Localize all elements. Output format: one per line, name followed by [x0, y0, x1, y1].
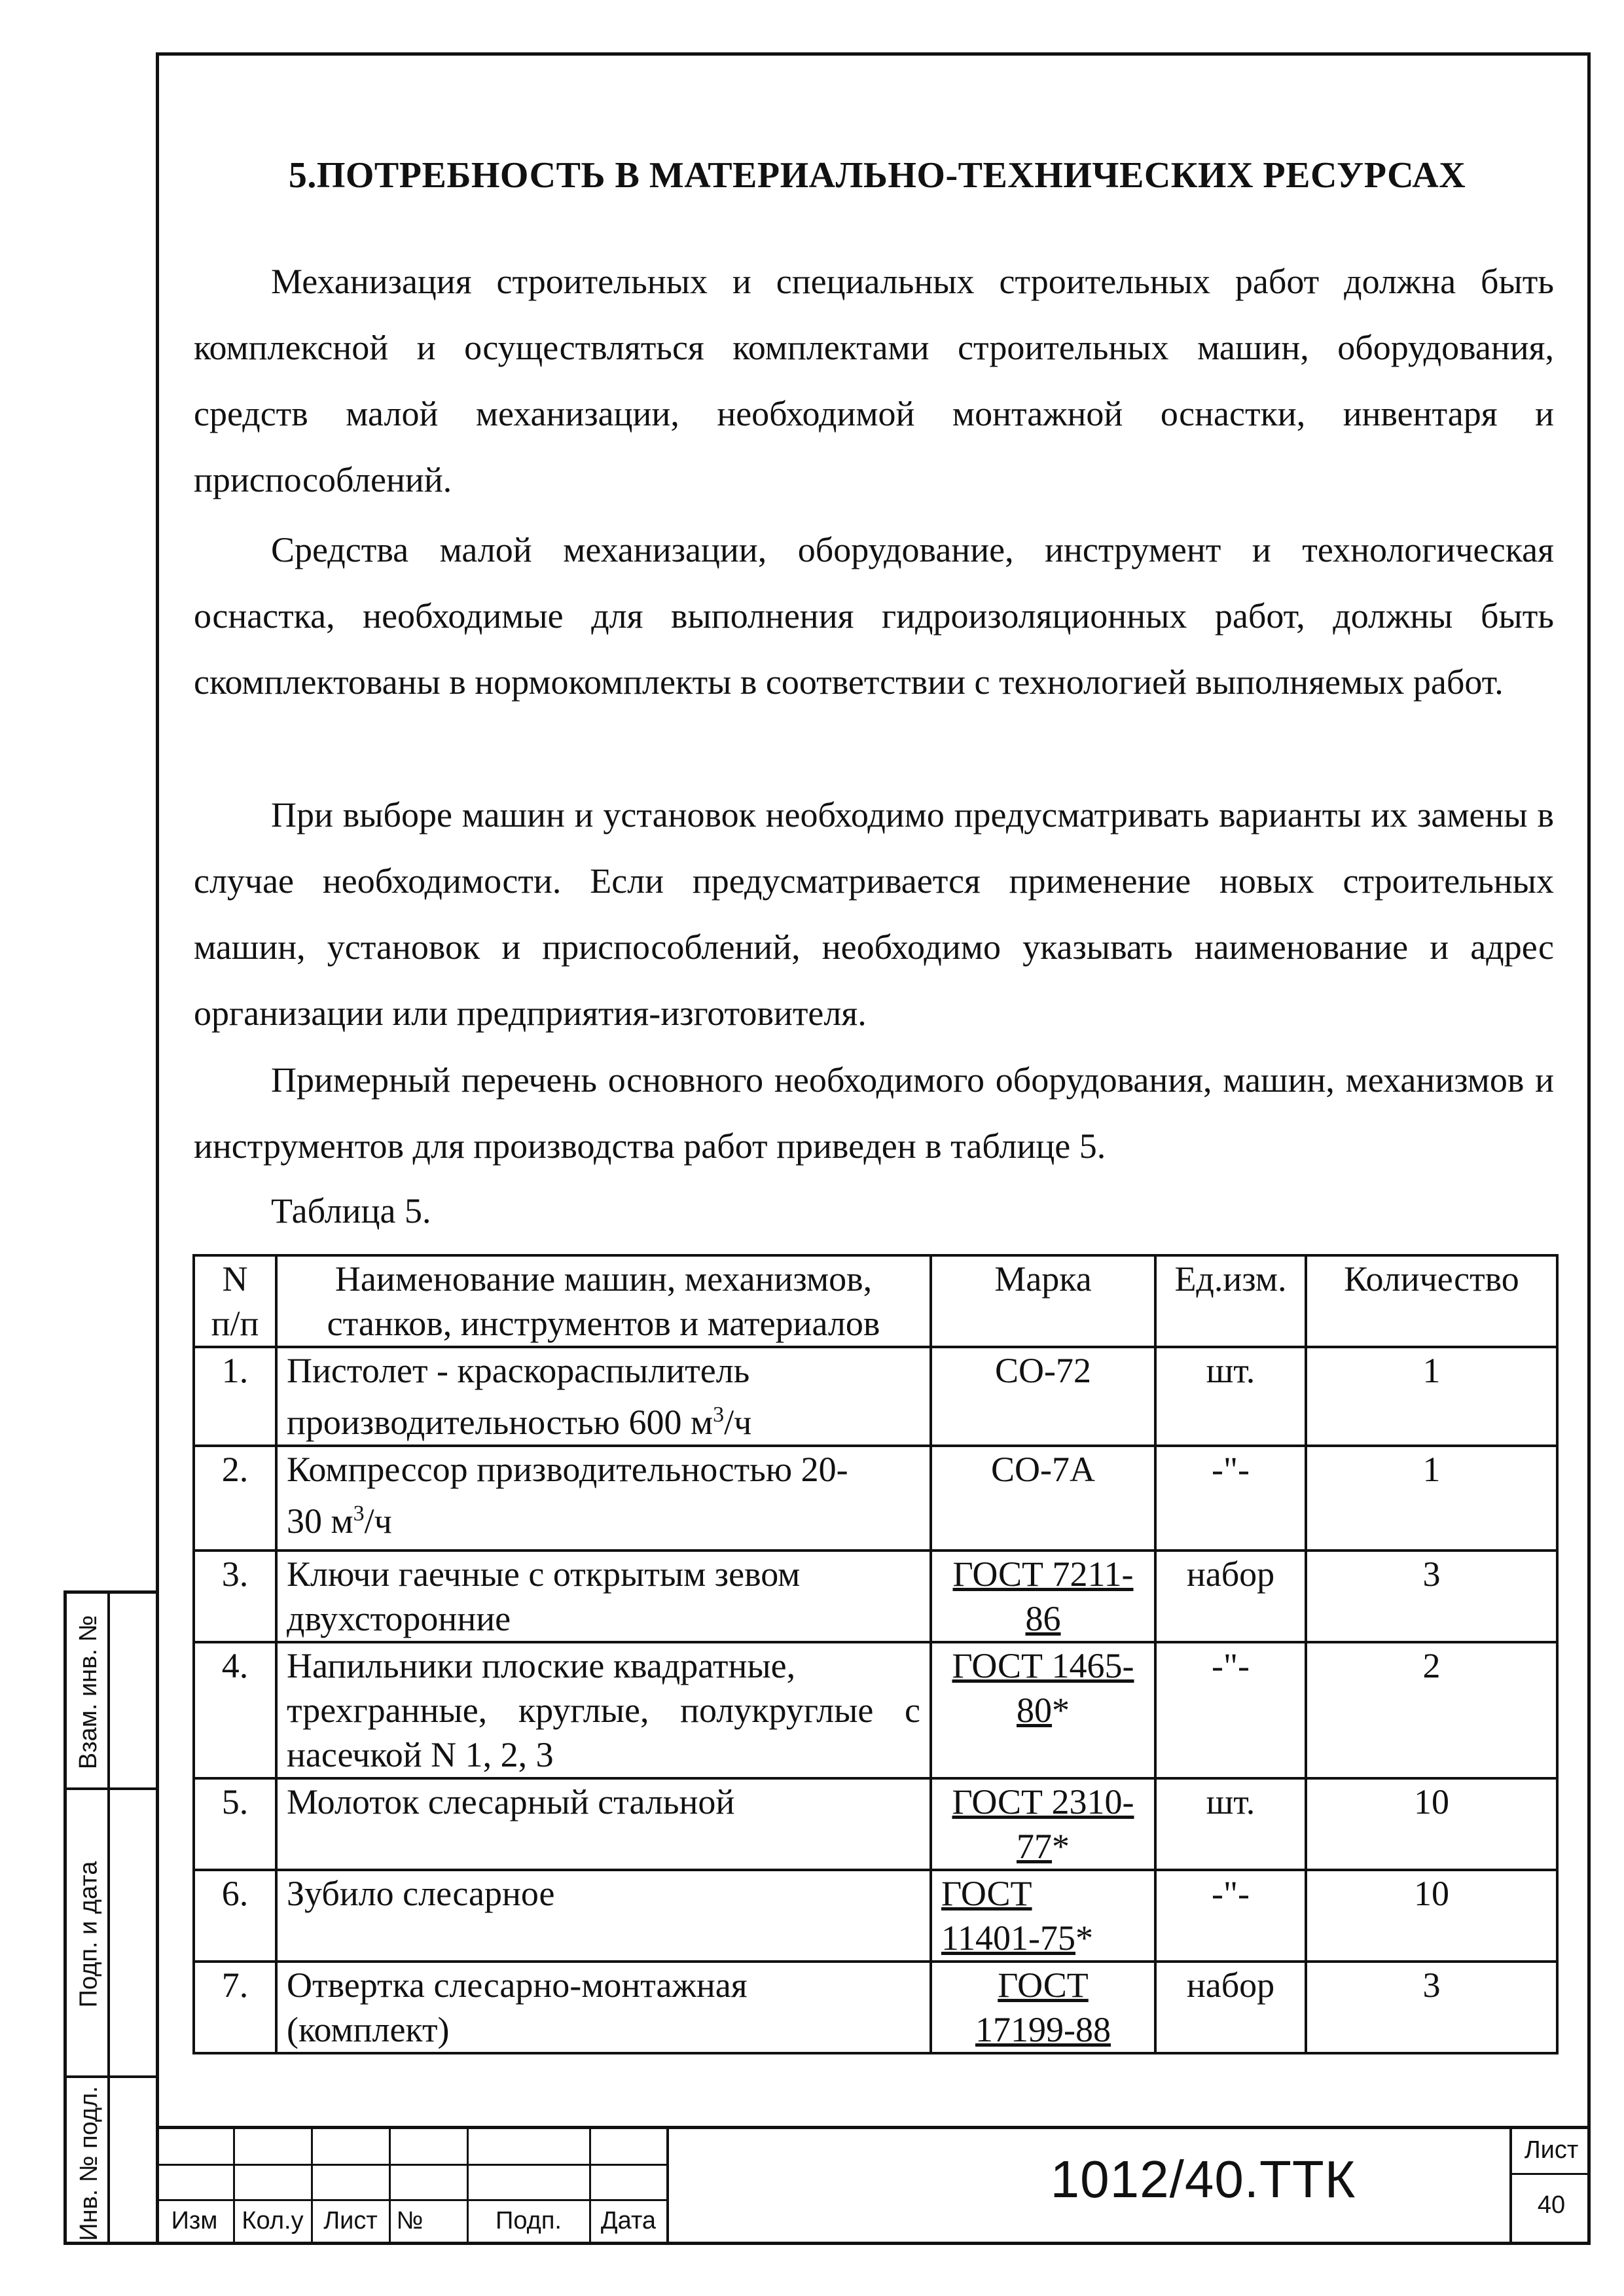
row-mark-link[interactable]: ГОСТ 17199-88	[931, 1962, 1155, 2053]
paragraph-4: Примерный перечень основного необходимого оборудования, машин, механизмов и инструментов для производства работ приведен в таблице 5.	[194, 1060, 1554, 1166]
row-unit: -"-	[1155, 1446, 1306, 1551]
tb-col-kolu: Кол.у	[242, 2207, 304, 2234]
row-mark-link[interactable]: ГОСТ 2310- 77*	[931, 1778, 1155, 1870]
row-mark: СО-72	[931, 1347, 1155, 1446]
row-qty: 1	[1306, 1347, 1557, 1446]
header-name: Наименование машин, механизмов, станков, инструментов и материалов	[276, 1255, 931, 1347]
row-mark-link[interactable]: ГОСТ 7211- 86	[931, 1551, 1155, 1642]
table-row	[194, 1347, 1557, 1446]
row-qty: 2	[1306, 1642, 1557, 1778]
tb-col-data: Дата	[600, 2207, 657, 2234]
tb-col-no: №	[396, 2207, 424, 2234]
tb-col-izm: Изм	[171, 2207, 218, 2234]
row-qty: 3	[1306, 1962, 1557, 2053]
row-mark-link[interactable]: ГОСТ 1465- 80*	[931, 1642, 1155, 1778]
row-unit: шт.	[1155, 1347, 1306, 1446]
header-num: N п/п	[194, 1255, 276, 1347]
row-unit: шт.	[1155, 1778, 1306, 1870]
row-num: 4.	[194, 1642, 276, 1778]
paragraph-2: Средства малой механизации, оборудование, инструмент и технологическая оснастка, необходимые для выполнения гидроизоляционных работ, должны быть скомплектованы в нормокомплекты в соответствии с технологией выполняемых работ.	[194, 530, 1554, 702]
row-num: 2.	[194, 1446, 276, 1551]
row-name: Ключи гаечные с открытым зевом двухсторонние	[276, 1551, 931, 1642]
side-label-orig-inv: Инв. № подл.	[75, 2085, 103, 2241]
row-name: Отвертка слесарно-монтажная (комплект)	[276, 1962, 931, 2053]
row-name: Зубило слесарное	[276, 1870, 931, 1962]
row-num: 7.	[194, 1962, 276, 2053]
table-row	[194, 1778, 1557, 1870]
row-qty: 3	[1306, 1551, 1557, 1642]
paragraph-1: Механизация строительных и специальных строительных работ должна быть комплексной и осуществляться комплектами строительных машин, оборудования, средств малой механизации, необходимой монтажной оснастки, инвентаря и приспособлений.	[194, 262, 1554, 499]
table-row	[194, 1962, 1557, 2053]
resources-table	[192, 1254, 1559, 2054]
side-label-sign-date: Подп. и дата	[75, 1861, 103, 2007]
row-unit: -"-	[1155, 1642, 1306, 1778]
paragraph-3: При выборе машин и установок необходимо предусматривать варианты их замены в случае необходимости. Если предусматривается применение новых строительных машин, установок и приспособлений, необходимо указывать наименование и адрес организации или предприятия-изготовителя.	[194, 795, 1554, 1033]
row-unit: набор	[1155, 1551, 1306, 1642]
row-mark-link[interactable]: ГОСТ 11401-75*	[931, 1870, 1155, 1962]
side-stamp	[63, 1590, 156, 2245]
row-name: Молоток слесарный стальной	[276, 1778, 931, 1870]
row-num: 1.	[194, 1347, 276, 1446]
tb-sheet-label: Лист	[1524, 2136, 1579, 2164]
row-qty: 10	[1306, 1778, 1557, 1870]
row-name: Компрессор призводительностью 20- 30 $м^3/ч$	[276, 1446, 931, 1551]
row-unit: -"-	[1155, 1870, 1306, 1962]
table-row	[194, 1870, 1557, 1962]
tb-sheet-number: 40	[1537, 2191, 1566, 2219]
row-name: Пистолет - краскораспылитель производительностью 600 $м^3/ч$	[276, 1347, 931, 1446]
tb-col-list: Лист	[323, 2207, 378, 2234]
row-num: 3.	[194, 1551, 276, 1642]
tb-col-podp: Подп.	[496, 2207, 562, 2234]
side-label-replace-inv: Взам. инв. №	[75, 1615, 103, 1769]
row-unit: набор	[1155, 1962, 1306, 2053]
title-block	[156, 2126, 1591, 2245]
table-row	[194, 1446, 1557, 1551]
row-qty: 10	[1306, 1870, 1557, 1962]
document-code: 1012/40.ТТК	[1050, 2150, 1356, 2208]
row-name: Напильники плоские квадратные, трехгранные, круглые, полукруглые с насечкой N 1, 2, 3	[276, 1642, 931, 1778]
header-unit: Ед.изм.	[1155, 1255, 1306, 1347]
row-mark: СО-7А	[931, 1446, 1155, 1551]
table-caption: Таблица 5.	[271, 1191, 431, 1230]
table-row	[194, 1551, 1557, 1642]
header-mark: Марка	[931, 1255, 1155, 1347]
table-header-row	[194, 1255, 1557, 1347]
table-row	[194, 1642, 1557, 1778]
section-heading: 5.ПОТРЕБНОСТЬ В МАТЕРИАЛЬНО-ТЕХНИЧЕСКИХ РЕСУРСАХ	[288, 155, 1466, 196]
header-qty: Количество	[1306, 1255, 1557, 1347]
row-num: 5.	[194, 1778, 276, 1870]
row-num: 6.	[194, 1870, 276, 1962]
row-qty: 1	[1306, 1446, 1557, 1551]
